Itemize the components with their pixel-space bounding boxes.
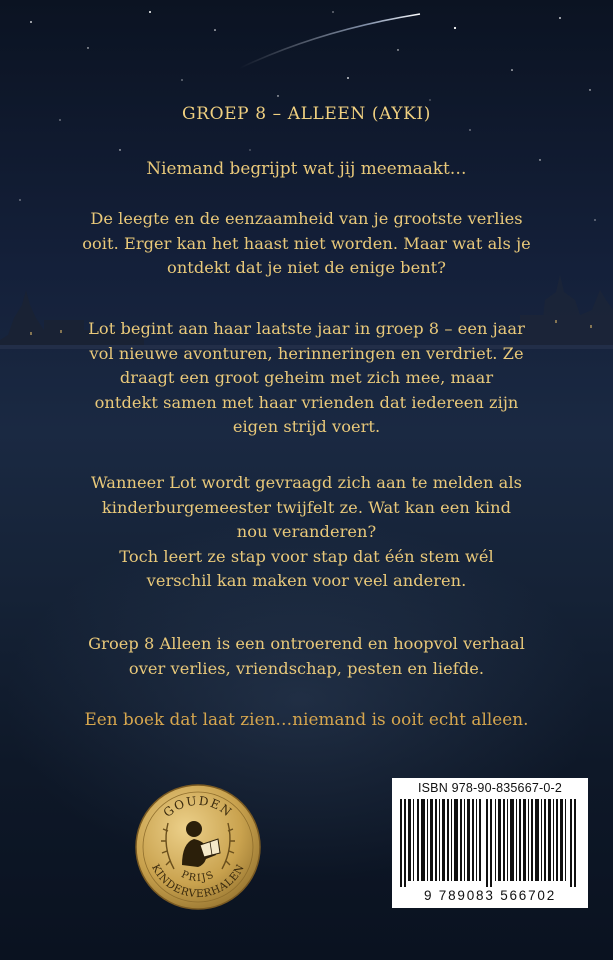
text-line: Toch leert ze stap voor stap dat één stem wél: [119, 546, 494, 566]
blurb-paragraph-3: [22, 471, 591, 594]
isbn-barcode: [392, 778, 588, 908]
seal-bottom-text: PRIJS: [179, 869, 217, 885]
barcode-bars: [398, 799, 582, 887]
text-line: eigen strijd voert.: [232, 417, 381, 437]
text-line: Wanneer Lot wordt gevraagd zich aan te melden als: [91, 473, 522, 492]
text-line: over verlies, vriendschap, pesten en liefde.: [128, 658, 485, 678]
closing-line: Een boek dat laat zien…niemand is ooit echt alleen.: [84, 709, 529, 729]
text-line: Lot begint aan haar laatste jaar in groep 8 – een jaar: [88, 319, 525, 338]
award-seal: [134, 783, 262, 911]
intro-line: Niemand begrijpt wat jij meemaakt…: [146, 158, 467, 178]
seal-top-text: GOUDEN: [160, 793, 236, 820]
text-line: De leegte en de eenzaamheid van je grootste verlies: [90, 209, 523, 228]
book-title: GROEP 8 – ALLEEN (AYKI): [182, 104, 431, 124]
text-line: kinderburgemeester twijfelt ze. Wat kan een kind: [101, 497, 512, 517]
text-line: ontdekt dat je niet de enige bent?: [167, 258, 446, 278]
text-line: nou veranderen?: [236, 522, 377, 542]
text-line: draagt een groot geheim met zich mee, maar: [119, 368, 494, 388]
text-line: vol nieuwe avonturen, herinneringen en verdriet. Ze: [89, 343, 524, 363]
blurb-paragraph-4: [22, 632, 591, 681]
text-line: Groep 8 Alleen is een ontroerend en hoopvol verhaal: [88, 634, 525, 653]
isbn-label: ISBN 978-90-835667-0-2: [417, 781, 563, 795]
text-line: ooit. Erger kan het haast niet worden. Maar wat als je: [82, 233, 531, 253]
text-line: ontdekt samen met haar vrienden dat iedereen zijn: [94, 392, 519, 412]
barcode-digits: 9 789083 566702: [423, 888, 557, 903]
blurb-paragraph-1: [22, 207, 591, 281]
text-line: verschil kan maken voor veel anderen.: [146, 571, 467, 591]
blurb-paragraph-2: [22, 317, 591, 440]
seal-middle-text: KINDERVERHALEN: [149, 862, 247, 901]
